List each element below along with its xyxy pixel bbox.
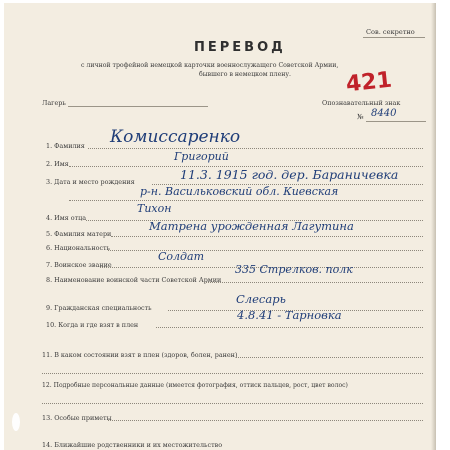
field-value-surname: Комиссаренко bbox=[110, 127, 241, 147]
field-label-rank: 7. Воинское звание bbox=[46, 261, 112, 269]
field-label-name: 2. Имя bbox=[46, 160, 69, 168]
field-value-name: Григорий bbox=[174, 150, 229, 163]
camp-label: Лагерь bbox=[42, 99, 66, 107]
field-label-captured: 10. Когда и где взят в плен bbox=[46, 321, 139, 329]
field-label-nationality: 6. Национальность bbox=[46, 244, 111, 252]
document-title: ПЕРЕВОД bbox=[194, 40, 286, 55]
field-value-rank: Солдат bbox=[158, 250, 205, 263]
field-label-birth: 3. Дата и место рождения bbox=[46, 178, 135, 186]
field-value-profession: Слесарь bbox=[236, 292, 286, 306]
field-label-father: 4. Имя отца bbox=[46, 214, 87, 222]
number-sign: № bbox=[357, 113, 364, 121]
field-label-mother: 5. Фамилия матери bbox=[46, 230, 112, 238]
tag-label: Опознавательный знак bbox=[322, 99, 401, 107]
field-value-birth-line-2: р-н. Васильковский обл. Киевская bbox=[140, 185, 339, 198]
field-value-unit: 335 Стрелков. полк bbox=[235, 263, 353, 276]
page-edge-shadow bbox=[431, 3, 436, 450]
document-page bbox=[4, 3, 436, 450]
tag-value: 8440 bbox=[371, 108, 397, 119]
stamp-number: 421 bbox=[344, 67, 394, 98]
field-label-personal-data: 12. Подробные персональные данные (имеется фотография, оттиск пальцев, рост, цвет волос) bbox=[42, 382, 348, 389]
field-value-captured: 4.8.41 - Тарновка bbox=[237, 308, 342, 322]
field-value-birth: 11.3. 1915 год. дер. Бараничевка bbox=[180, 167, 399, 182]
field-label-marks: 13. Особые приметы bbox=[42, 414, 112, 422]
subtitle-line-1: с личной трофейной немецкой карточки военнослужащего Советской Армии, bbox=[81, 62, 339, 69]
subtitle-line-2: бывшего в немецком плену. bbox=[199, 71, 291, 78]
field-label-condition: 11. В каком состоянии взят в плен (здоров, болен, ранен) bbox=[42, 351, 238, 359]
field-label-relatives: 14. Ближайшие родственники и их местожительство bbox=[42, 441, 223, 449]
secret-mark: Сов. секретно bbox=[366, 28, 415, 36]
field-label-unit: 8. Наименование воинской части Советской Армии bbox=[46, 276, 222, 284]
field-label-profession: 9. Гражданская специальность bbox=[46, 304, 152, 312]
field-label-surname: 1. Фамилия bbox=[46, 142, 85, 150]
field-value-father: Тихон bbox=[137, 202, 172, 215]
field-value-mother: Матрена урожденная Лагутина bbox=[149, 219, 354, 233]
punch-hole bbox=[12, 413, 20, 431]
